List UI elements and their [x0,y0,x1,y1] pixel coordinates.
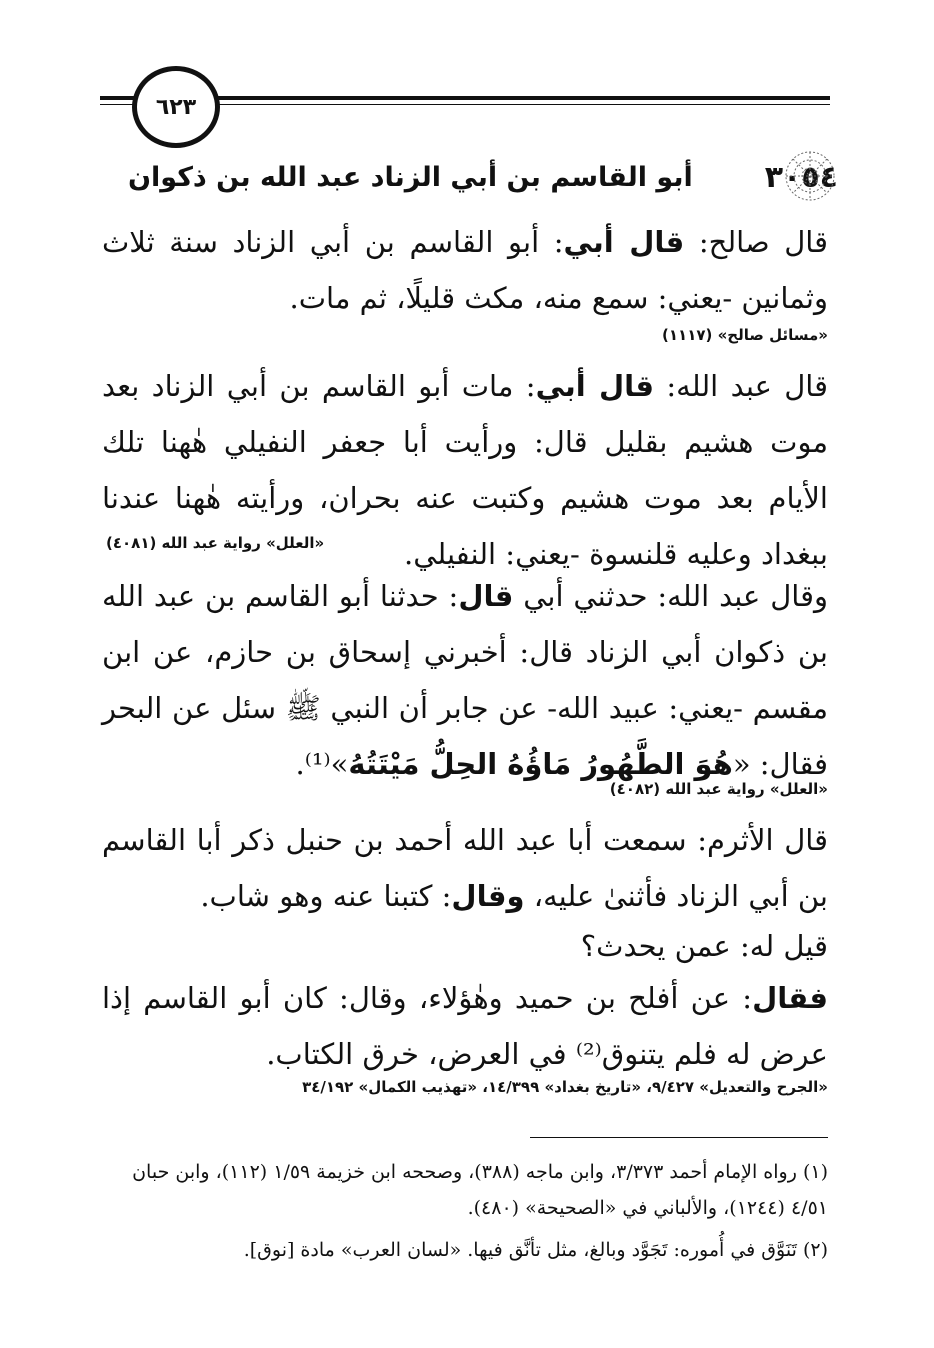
hadith-quote: هُوَ الطَّهُورُ مَاؤُهُ الحِلُّ مَيْتَتُهُ [348,747,733,781]
paragraph-speaker: قال الأثرم: سمعت أبا عبد الله أحمد بن حنبل ذكر أبا القاسم بن أبي الزناد فأثنىٰ عليه، [102,823,828,913]
paragraph-speaker: قال صالح: [684,225,829,259]
paragraph-speaker: قال عبد الله: [654,369,829,403]
paragraph-1 [102,214,828,326]
source-citation-3: «العلل» رواية عبد الله (٤٠٨٢) [609,780,828,798]
paragraph-text: : عن أفلح بن حميد وهٰؤلاء، وقال: كان أبو القاسم إذا عرض له فلم يتنوق⁽²⁾ في العرض، خرق الكتاب. [102,981,828,1071]
paragraph-text: قيل له: عمن يحدث؟ [580,929,828,963]
source-citation-2: «العلل» رواية عبد الله (٤٠٨١) [106,534,325,552]
paragraph-bold: قال أبي [535,369,655,403]
paragraph-6 [102,970,828,1082]
paragraph-text: : أبو القاسم بن أبي الزناد سنة ثلاث وثمانين -يعني: سمع منه، مكث قليلًا، ثم مات. [102,225,828,315]
paragraph-tail: »⁽¹⁾. [295,747,349,781]
entry-title: أبو القاسم بن أبي الزناد عبد الله بن ذكوان [128,161,693,193]
paragraph-bold: قال [458,579,514,613]
source-citation-4: «الجرح والتعديل» ٩/٤٢٧، «تاريخ بغداد» ١٤/٣٩٩، «تهذيب الكمال» ٣٤/١٩٢ [302,1078,828,1096]
footnote-text: تَنَوَّق في أُموره: تَجَوَّد وبالغ، مثل تأنَّق فيها. «لسان العرب» مادة [نوق]. [243,1239,797,1261]
footnote-rule [530,1137,828,1138]
ornament-icon [778,148,842,204]
footnote-text: رواه الإمام أحمد ٣/٣٧٣، وابن ماجه (٣٨٨)، وصححه ابن خزيمة ١/٥٩ (١١٢)، وابن حبان ٤/٥١ (١٢٤٤)، والألباني في «الصحيحة» (٤٨٠). [132,1161,828,1219]
paragraph-5 [102,918,828,974]
footnote-2 [102,1232,828,1268]
entry-number: ٣٠٥٤ [764,159,838,195]
footnote-marker: (٢) [802,1239,828,1261]
paragraph-bold: قال أبي [563,225,685,259]
paragraph-3 [102,568,828,792]
paragraph-text: : حدثنا أبو القاسم بن عبد الله بن ذكوان أبي الزناد قال: أخبرني إسحاق بن حازم، عن ابن مقسم -يعني: عبيد الله- عن جابر أن النبي ﷺ سئل عن البحر فقال: « [102,579,828,781]
footnote-marker: (١) [802,1161,828,1183]
paragraph-text: : كتبنا عنه وهو شاب. [200,879,452,913]
paragraph-speaker: وقال عبد الله: حدثني أبي [513,579,828,613]
paragraph-text: : مات أبو القاسم بن أبي الزناد بعد موت هشيم بقليل قال: ورأيت أبا جعفر النفيلي هٰهنا تلك الأيام بعد موت هشيم وكتبت عنه بحران، ورأيته هٰهنا عندنا ببغداد وعليه قلنسوة -يعني: النفيلي. [102,369,828,571]
paragraph-4 [102,812,828,924]
page-number: ٦٢٣ [132,66,220,148]
entry-heading [98,150,838,204]
footnote-1 [102,1154,828,1226]
source-citation-1: «مسائل صالح» (١١١٧) [662,326,828,344]
paragraph-bold: فقال [752,981,828,1015]
paragraph-bold: وقال [451,879,525,913]
